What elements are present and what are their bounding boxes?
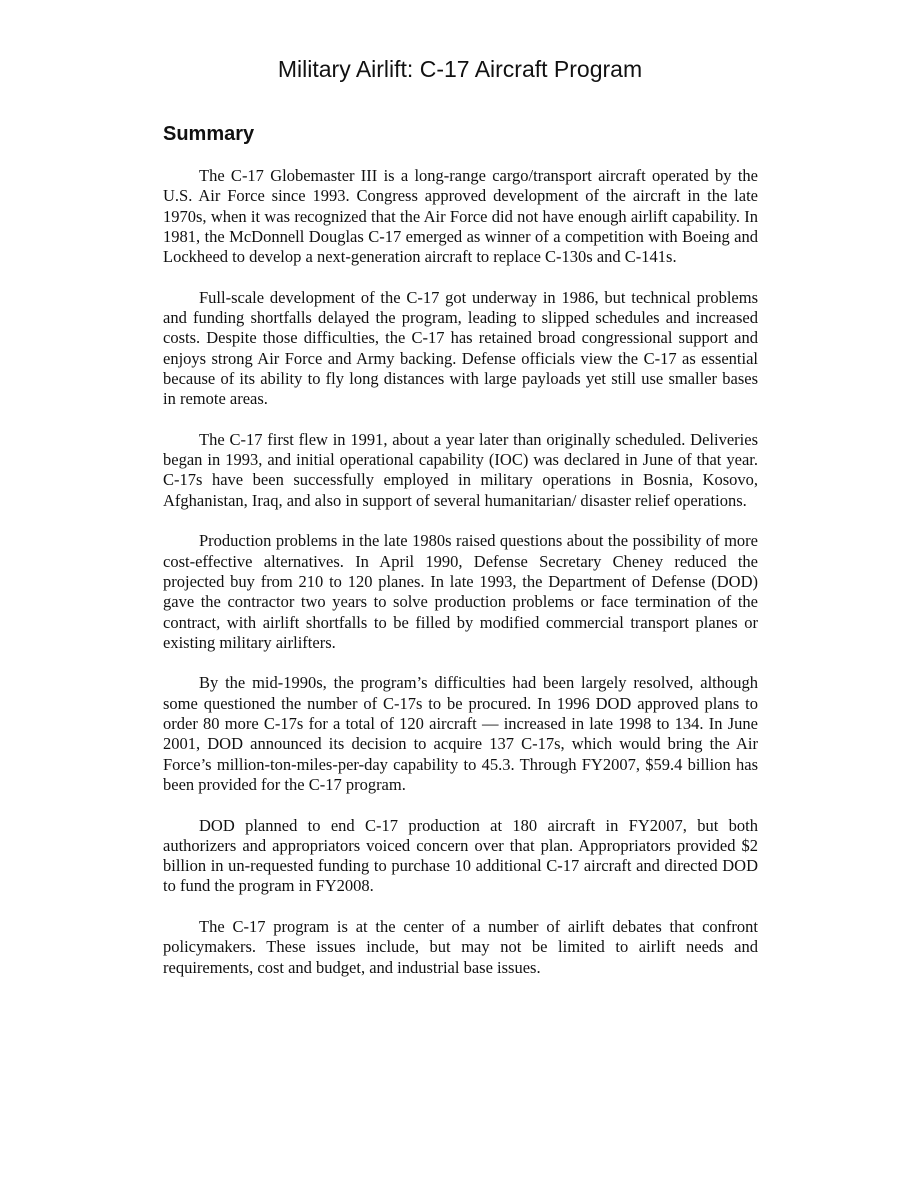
- summary-paragraph-2: Full-scale development of the C-17 got underway in 1986, but technical problems and funding shortfalls delayed the program, leading to slipped schedules and increased costs. Despite those difficulties, the C-17 has retained broad congressional support and enjoys strong Air Force and Army backing. Defense officials view the C-17 as essential because of its ability to fly long distances with large payloads yet still use smaller bases in remote areas.: [163, 287, 758, 409]
- summary-paragraph-6: DOD planned to end C-17 production at 180 aircraft in FY2007, but both authorizers and appropriators voiced concern over that plan. Appropriators provided $2 billion in un-requested funding to purchase 10 additional C-17 aircraft and directed DOD to fund the program in FY2008.: [163, 815, 758, 896]
- summary-body: [163, 166, 758, 998]
- section-heading-summary: Summary: [163, 123, 255, 145]
- summary-paragraph-3: The C-17 first flew in 1991, about a year later than originally scheduled. Deliveries began in 1993, and initial operational capability (IOC) was declared in June of that year. C-17s have been successfully employed in military operations in Bosnia, Kosovo, Afghanistan, Iraq, and also in support of several humanitarian/ disaster relief operations.: [163, 429, 758, 510]
- summary-paragraph-1: The C-17 Globemaster III is a long-range cargo/transport aircraft operated by the U.S. Air Force since 1993. Congress approved development of the aircraft in the late 1970s, when it was recognized that the Air Force did not have enough airlift capability. In 1981, the McDonnell Douglas C-17 emerged as winner of a competition with Boeing and Lockheed to develop a next-generation aircraft to replace C-130s and C-141s.: [163, 166, 758, 267]
- summary-paragraph-4: Production problems in the late 1980s raised questions about the possibility of more cost-effective alternatives. In April 1990, Defense Secretary Cheney reduced the projected buy from 210 to 120 planes. In late 1993, the Department of Defense (DOD) gave the contractor two years to solve production problems or face termination of the contract, with airlift shortfalls to be filled by modified commercial transport planes or existing military airlifters.: [163, 531, 758, 652]
- summary-paragraph-7: The C-17 program is at the center of a number of airlift debates that confront policymakers. These issues include, but may not be limited to airlift needs and requirements, cost and budget, and industrial base issues.: [163, 916, 758, 977]
- summary-paragraph-5: By the mid-1990s, the program’s difficulties had been largely resolved, although some questioned the number of C-17s to be procured. In 1996 DOD approved plans to order 80 more C-17s for a total of 120 aircraft — increased in late 1998 to 134. In June 2001, DOD announced its decision to acquire 137 C-17s, which would bring the Air Force’s million-ton-miles-per-day capability to 45.3. Through FY2007, $59.4 billion has been provided for the C-17 program.: [163, 673, 758, 794]
- document-title: Military Airlift: C-17 Aircraft Program: [277, 56, 643, 82]
